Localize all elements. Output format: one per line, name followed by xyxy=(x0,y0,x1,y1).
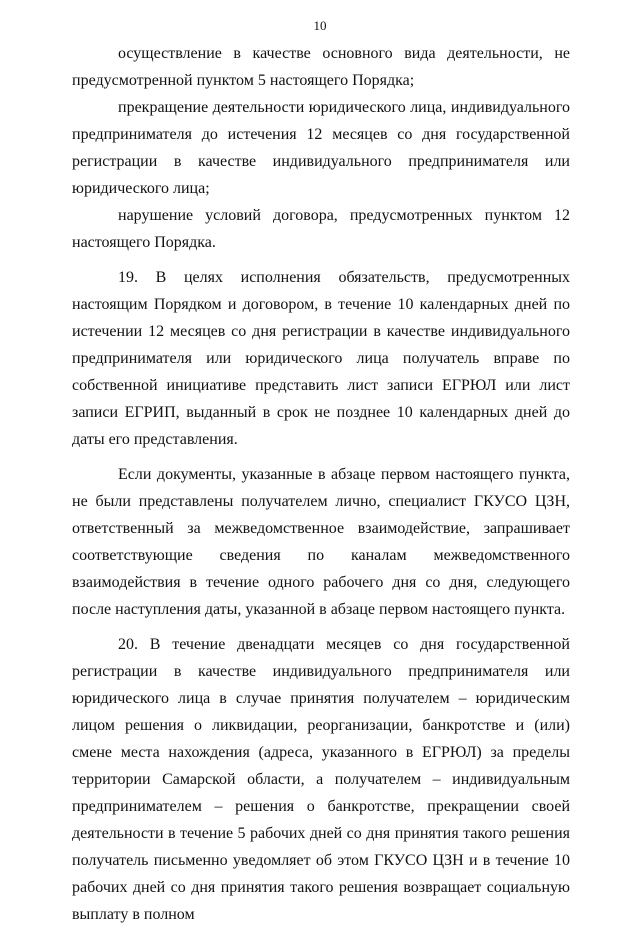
paragraph: прекращение деятельности юридического лица, индивидуального предпринимателя до истечения 12 месяцев со дня государственной регистрации в качестве индивидуального предпринимателя или юридического лица; xyxy=(72,99,570,197)
paragraph: 19. В целях исполнения обязательств, предусмотренных настоящим Порядком и договором, в течение 10 календарных дней по истечении 12 месяцев со дня регистрации в качестве индивидуального предпринимателя или юридического лица получатель вправе по собственной инициативе представить лист записи ЕГРЮЛ или лист записи ЕГРИП, выданный в срок не позднее 10 календарных дней до даты его представления. xyxy=(72,269,570,448)
document-body xyxy=(72,40,570,928)
page-number: 10 xyxy=(313,18,327,33)
paragraph: нарушение условий договора, предусмотренных пунктом 12 настоящего Порядка. xyxy=(72,207,570,251)
paragraph: 20. В течение двенадцати месяцев со дня государственной регистрации в качестве индивидуального предпринимателя или юридического лица в случае принятия получателем – юридическим лицом решения о ликвидации, реорганизации, банкротстве и (или) смене места нахождения (адреса, указанного в ЕГРЮЛ) за пределы территории Самарской области, а получателем – индивидуальным предпринимателем – решения о банкротстве, прекращении своей деятельности в течение 5 рабочих дней со дня принятия такого решения получатель письменно уведомляет об этом ГКУСО ЦЗН и в течение 10 рабочих дней со дня принятия такого решения возвращает социальную выплату в полном xyxy=(72,636,570,923)
paragraph: осуществление в качестве основного вида деятельности, не предусмотренной пунктом 5 настоящего Порядка; xyxy=(72,45,570,89)
paragraph: Если документы, указанные в абзаце первом настоящего пункта, не были представлены получателем лично, специалист ГКУСО ЦЗН, ответственный за межведомственное взаимодействие, запрашивает соответствующие сведения по каналам межведомственного взаимодействия в течение одного рабочего дня со дня, следующего после наступления даты, указанной в абзаце первом настоящего пункта. xyxy=(72,466,570,618)
